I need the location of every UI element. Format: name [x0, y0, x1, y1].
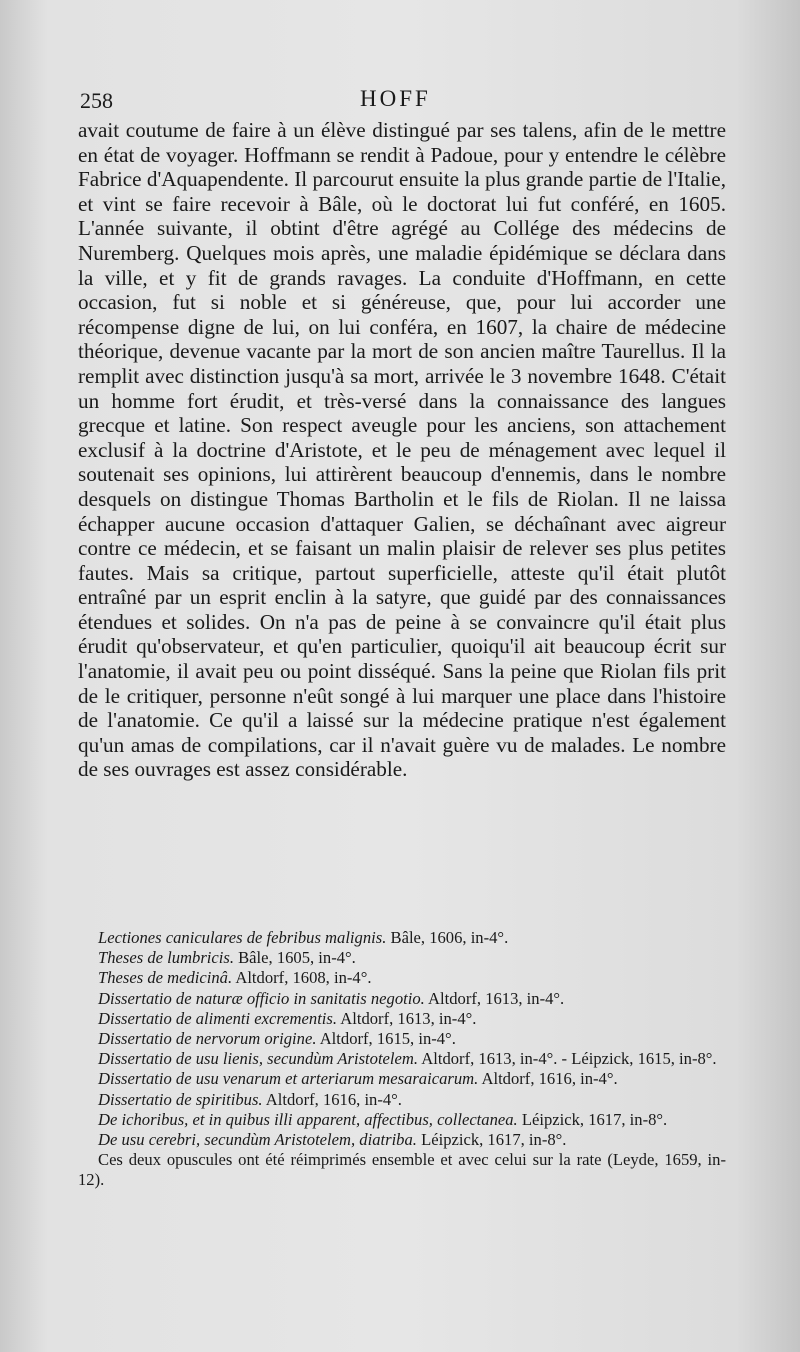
work-details: Altdorf, 1613, in-4°. - Léipzick, 1615, in-8°. [418, 1049, 717, 1069]
running-head: HOFF [360, 86, 431, 111]
work-title: Dissertatio de spiritibus. [98, 1089, 263, 1109]
work-entry [78, 1130, 726, 1150]
work-entry [78, 1069, 726, 1089]
body-paragraph: avait coutume de faire à un élève distingué par ses talens, afin de le mettre en état de voyager. Hoffmann se rendit à Padoue, pour y entendre le célèbre Fabrice d'Aquapendente. Il parcourut ensuite la plus grande partie de l'Italie, et vint se faire recevoir à Bâle, où le doctorat lui fut conféré, en 1605. L'année suivante, il obtint d'être agrégé au Collége des médecins de Nuremberg. Quelques mois après, une maladie épidémique se déclara dans la ville, et y fit de grands ravages. La conduite d'Hoffmann, en cette occasion, fut si noble et si généreuse, que, pour lui accorder une récompense digne de lui, on lui conféra, en 1607, la chaire de médecine théorique, devenue vacante par la mort de son ancien maître Taurellus. Il la remplit avec distinction jusqu'à sa mort, arrivée le 3 novembre 1648. C'était un homme fort érudit, et très-versé dans la connaissance des langues grecque et latine. Son respect aveugle pour les anciens, son attachement exclusif à la doctrine d'Aristote, et le peu de ménagement avec lequel il soutenait ses opinions, lui attirèrent beaucoup d'ennemis, dans le nombre desquels on distingue Thomas Bartholin et le fils de Riolan. Il ne laissa échapper aucune occasion d'attaquer Galien, se déchaînant avec aigreur contre ce médecin, et se faisant un malin plaisir de relever ses plus petites fautes. Mais sa critique, partout superficielle, atteste qu'il était plutôt entraîné par un esprit enclin à la satyre, que guidé par des connaissances étendues et solides. On n'a pas de peine à se convaincre qu'il était plus érudit qu'observateur, et qu'en particulier, quoiqu'il ait beaucoup écrit sur l'anatomie, il avait peu ou point disséqué. Sans la peine que Riolan fils prit de le critiquer, personne n'eût songé à lui marquer une place dans l'histoire de l'anatomie. Ce qu'il a laissé sur la médecine pratique n'est également qu'un amas de compilations, car il n'avait guère vu de malades. Le nombre de ses ouvrages est assez considérable. [78, 118, 726, 782]
work-title: Dissertatio de usu venarum et arteriarum mesaraicarum. [98, 1069, 479, 1089]
page-header [80, 88, 725, 118]
work-entry [78, 968, 726, 988]
work-details: Altdorf, 1616, in-4°. [262, 1089, 402, 1109]
page-number: 258 [80, 88, 113, 113]
work-title: Dissertatio de usu lienis, secundùm Aristotelem. [98, 1049, 419, 1069]
works-note: Ces deux opuscules ont été réimprimés ensemble et avec celui sur la rate (Leyde, 1659, in-12). [78, 1150, 726, 1190]
work-entry [78, 1090, 726, 1110]
work-details: Altdorf, 1613, in-4°. [337, 1008, 477, 1028]
work-details: Altdorf, 1616, in-4°. [478, 1069, 618, 1089]
work-entry [78, 1049, 726, 1069]
work-details: Altdorf, 1608, in-4°. [232, 968, 372, 988]
main-text [78, 118, 726, 782]
work-title: Lectiones caniculares de febribus malignis. [98, 928, 387, 947]
work-entry [78, 989, 726, 1009]
work-details: Léipzick, 1617, in-8°. [416, 1130, 567, 1150]
work-title: Theses de lumbricis. [98, 948, 234, 968]
work-entry [78, 948, 726, 968]
work-entry [78, 1110, 726, 1130]
work-details: Altdorf, 1613, in-4°. [424, 988, 565, 1008]
work-details: Bâle, 1605, in-4°. [233, 948, 356, 968]
work-details: Altdorf, 1615, in-4°. [316, 1029, 456, 1049]
work-entry [78, 928, 726, 948]
work-details: Léipzick, 1617, in-8°. [517, 1109, 668, 1129]
work-title: Theses de medicinâ. [98, 968, 233, 988]
work-title: De usu cerebri, secundùm Aristotelem, diatriba. [98, 1130, 417, 1150]
work-title: Dissertatio de alimenti excrementis. [98, 1008, 338, 1028]
works-list [78, 928, 726, 1191]
work-title: Dissertatio de naturæ officio in sanitatis negotio. [98, 988, 425, 1008]
work-entry [78, 1009, 726, 1029]
work-details: Bâle, 1606, in-4°. [386, 928, 509, 947]
work-title: De ichoribus, et in quibus illi apparent, affectibus, collectanea. [98, 1109, 518, 1129]
work-title: Dissertatio de nervorum origine. [98, 1029, 317, 1049]
work-entry [78, 1029, 726, 1049]
